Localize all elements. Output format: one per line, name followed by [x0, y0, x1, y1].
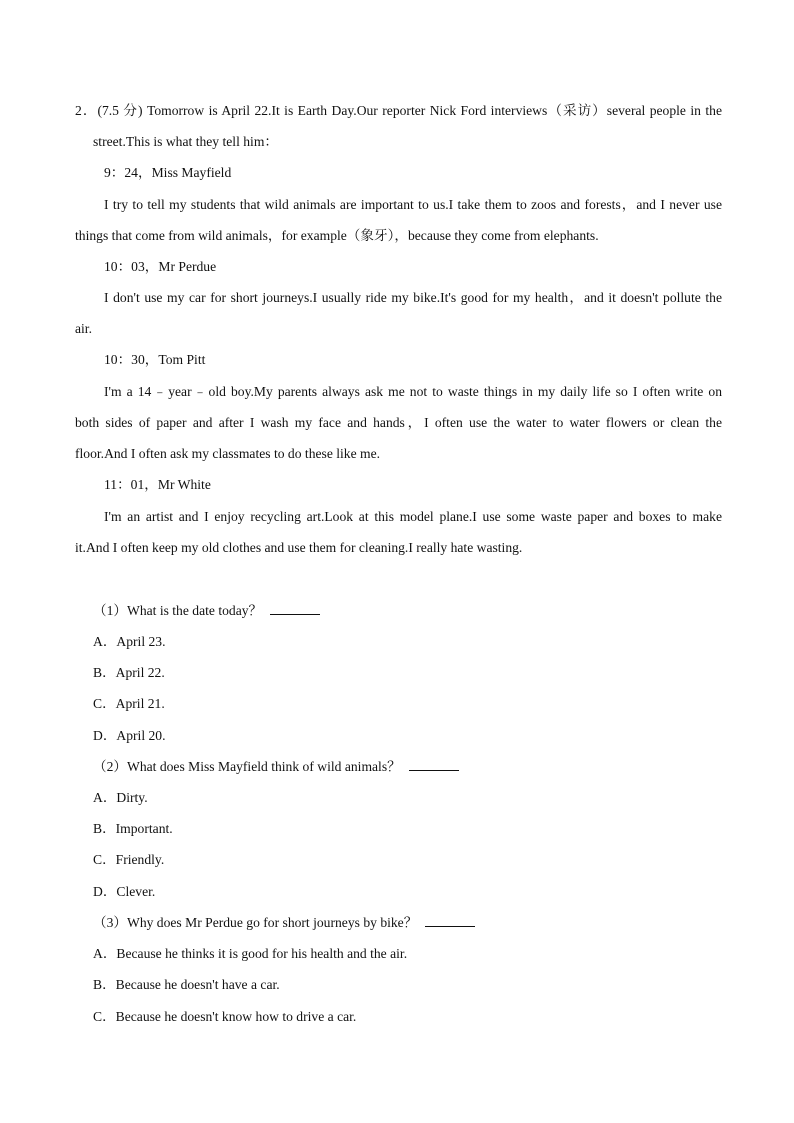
question-intro-line-1: 2．(7.5 分) Tomorrow is April 22.It is Earth Day.Our reporter Nick Ford interviews（采访）several people in the [75, 103, 722, 118]
answer-option: A．Dirty. [93, 790, 148, 805]
answer-blank [409, 757, 459, 771]
answer-option: B．Important. [93, 821, 173, 836]
speaker-text-line: I'm a 14﹣year﹣old boy.My parents always ask me not to waste things in my daily life so I often write on [104, 384, 722, 399]
answer-option: B．April 22. [93, 665, 165, 680]
speaker-header: 11：01，Mr White [104, 477, 211, 492]
answer-option: A．April 23. [93, 634, 166, 649]
answer-option: D．Clever. [93, 884, 156, 899]
answer-blank [425, 913, 475, 927]
speaker-header: 10：03，Mr Perdue [104, 259, 217, 274]
answer-option: C．April 21. [93, 696, 165, 711]
answer-option: C．Friendly. [93, 852, 165, 867]
answer-option: D．April 20. [93, 728, 166, 743]
answer-option: C．Because he doesn't know how to drive a car. [93, 1009, 357, 1024]
speaker-text-line: things that come from wild animals，for example（象牙），because they come from elephants. [75, 228, 599, 243]
speaker-text-line: air. [75, 321, 92, 336]
subquestion-prompt-text: （1）What is the date today？ [93, 603, 263, 618]
subquestion-prompt-text: （3）Why does Mr Perdue go for short journeys by bike？ [93, 915, 418, 930]
speaker-text-line: I'm an artist and I enjoy recycling art.Look at this model plane.I use some waste paper and boxes to make [104, 509, 722, 524]
subquestion-prompt [93, 913, 475, 933]
speaker-header: 9：24，Miss Mayfield [104, 165, 232, 180]
speaker-text-line: it.And I often keep my old clothes and use them for cleaning.I really hate wasting. [75, 540, 523, 555]
answer-option: B．Because he doesn't have a car. [93, 977, 280, 992]
subquestion-prompt [93, 601, 320, 621]
question-intro-line-2: street.This is what they tell him： [93, 134, 278, 149]
subquestion-prompt-text: （2）What does Miss Mayfield think of wild animals？ [93, 759, 401, 774]
speaker-text-line: both sides of paper and after I wash my face and hands，I often use the water to water flowers or clean the [75, 415, 722, 430]
answer-option: A．Because he thinks it is good for his health and the air. [93, 946, 408, 961]
speaker-text-line: floor.And I often ask my classmates to do these like me. [75, 446, 381, 461]
speaker-header: 10：30，Tom Pitt [104, 352, 206, 367]
answer-blank [270, 601, 320, 615]
speaker-text-line: I don't use my car for short journeys.I usually ride my bike.It's good for my health，and it doesn't pollute the [104, 290, 722, 305]
subquestion-prompt [93, 757, 459, 777]
speaker-text-line: I try to tell my students that wild animals are important to us.I take them to zoos and forests，and I never use [104, 197, 722, 212]
